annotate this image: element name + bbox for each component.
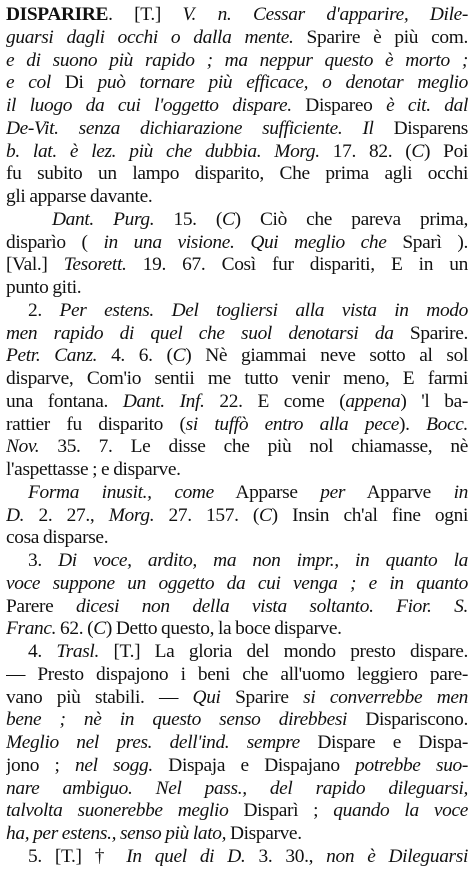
- dictionary-entry: [6, 4, 468, 869]
- text-line: [6, 550, 468, 573]
- italic-text: C: [93, 618, 106, 640]
- text-line: [6, 846, 468, 869]
- text-run: Dispareo: [291, 95, 387, 116]
- text-run: Sparire: [220, 686, 304, 708]
- text-line: [6, 436, 468, 459]
- text-line: [6, 254, 468, 277]
- text-run: rattier fu disparito (: [6, 413, 186, 435]
- text-line: [6, 573, 468, 596]
- italic-text: V. n. Cessar d'apparire, Dile-: [182, 4, 468, 25]
- text-run: vano più stabili. —: [6, 686, 193, 708]
- text-run: ) Detto questo, la boce disparve.: [105, 618, 342, 640]
- headword: DISPARIRE: [6, 4, 109, 25]
- text-run: 27. 157. (: [154, 504, 260, 526]
- text-run: ) Ciò che pareva prima,: [234, 208, 468, 230]
- text-run: Dispariscono.: [347, 709, 468, 731]
- text-run: 4.: [28, 641, 57, 662]
- text-run: 2. 27.,: [24, 504, 109, 526]
- text-line: [6, 163, 468, 186]
- italic-text: può tornare più efficace, o denotar meglio: [97, 72, 468, 94]
- text-run: [T.] La gloria del mondo presto dispare.: [98, 641, 468, 662]
- italic-text: C: [172, 345, 186, 367]
- text-run: jono ;: [6, 754, 76, 776]
- text-run: cosa disparse.: [6, 527, 109, 549]
- text-run: disparve, Com'io sentii me tutto venir meno, E farmi: [6, 368, 468, 389]
- text-run: Disparì ;: [228, 800, 334, 822]
- text-run: Disparve.: [226, 823, 302, 844]
- text-run: fu subito un lampo disparito, Che prima agli occhi: [6, 163, 468, 185]
- italic-text: dicesi non della vista soltanto. Fior. S.: [76, 595, 468, 617]
- italic-text: b. lat. è lez. più che dubbia. Morg.: [6, 140, 320, 162]
- italic-text: voce suppone un oggetto da cui venga ; e in quanto: [6, 572, 468, 594]
- italic-text: bene ; nè in questo senso direbbesi: [6, 709, 348, 731]
- text-line: [6, 209, 468, 232]
- italic-text: potrebbe suo-: [355, 754, 468, 776]
- text-run: Disparens: [373, 117, 468, 139]
- italic-text: In quel di D.: [126, 845, 246, 867]
- text-line: [6, 459, 468, 482]
- italic-text: Tesorett.: [63, 254, 127, 276]
- italic-text: in: [453, 481, 468, 503]
- text-run: 3. 30.,: [245, 845, 327, 867]
- text-run: 4. 6. (: [97, 345, 173, 367]
- text-line: [6, 186, 468, 209]
- text-line: [6, 72, 468, 95]
- text-line: [6, 323, 468, 346]
- italic-text: è cit. dal: [386, 95, 468, 116]
- text-line: [6, 823, 468, 846]
- italic-text: Di voce, ardito, ma non impr., in quanto la: [58, 550, 468, 571]
- italic-text: Morg.: [108, 504, 155, 526]
- text-run: disparìo (: [6, 231, 104, 253]
- text-line: [6, 391, 468, 414]
- text-line: [6, 141, 468, 164]
- italic-text: Qui: [192, 686, 221, 708]
- text-run: 35. 7. Le disse che più nol chiamasse, nè: [39, 436, 468, 458]
- italic-text: C: [222, 208, 235, 230]
- italic-text: quando la voce: [333, 800, 468, 822]
- text-line: [6, 95, 468, 118]
- text-run: ).: [399, 413, 427, 435]
- italic-text: nare ambiguo. Nel pass., del rapido dileguarsi,: [6, 777, 468, 799]
- text-run: 15. (: [154, 208, 223, 230]
- text-line: [6, 527, 468, 550]
- italic-text: in una visione. Qui meglio che: [103, 231, 387, 253]
- italic-text: Trasl.: [56, 641, 99, 662]
- text-run: ) Nè giammai neve sotto al sol: [185, 345, 468, 367]
- text-run: 22. E come (: [204, 390, 346, 412]
- text-line: [6, 778, 468, 801]
- text-line: [6, 50, 468, 73]
- text-line: [6, 505, 468, 528]
- italic-text: il luogo da cui l'oggetto dispare.: [6, 95, 292, 116]
- text-run: l'aspettasse ; e disparve.: [6, 459, 181, 480]
- italic-text: talvolta suonerebbe meglio: [6, 800, 229, 822]
- text-run: [Val.]: [6, 254, 64, 276]
- text-line: [6, 732, 468, 755]
- italic-text: Petr. Canz.: [6, 345, 98, 367]
- text-line: [6, 368, 468, 391]
- text-line: [6, 596, 468, 619]
- italic-text: si tuffò entro alla pece: [185, 413, 400, 435]
- text-line: [6, 345, 468, 368]
- text-run: . [T.]: [108, 4, 183, 25]
- text-run: ) Poi: [424, 140, 468, 162]
- text-line: [6, 4, 468, 27]
- italic-text: Forma inusit., come: [28, 481, 214, 503]
- text-run: 17. 82. (: [319, 140, 412, 162]
- text-run: Sparire.: [393, 322, 468, 344]
- italic-text: nel sogg.: [75, 754, 153, 776]
- text-run: — Presto dispajono i beni che all'uomo leggiero pare-: [6, 663, 468, 685]
- italic-text: Meglio nel pres. dell'ind. sempre: [6, 732, 300, 753]
- text-run: ) 'l ba-: [400, 390, 468, 412]
- text-run: Dispaja e Dispajano: [152, 754, 356, 776]
- text-line: [6, 755, 468, 778]
- italic-text: si converrebbe men: [303, 686, 468, 708]
- text-line: [6, 414, 468, 437]
- text-run: gli apparse davante.: [6, 186, 153, 207]
- italic-text: e col: [6, 72, 65, 94]
- text-line: [6, 27, 468, 50]
- text-run: 3.: [28, 550, 59, 571]
- text-line: [6, 618, 468, 641]
- text-run: punto giti.: [6, 277, 82, 298]
- text-run: 2.: [28, 299, 60, 321]
- italic-text: non è Dileguarsi: [326, 845, 468, 867]
- text-line: [6, 277, 468, 300]
- italic-text: Franc.: [6, 618, 57, 640]
- text-run: 62. (: [56, 618, 94, 640]
- italic-text: C: [259, 504, 272, 526]
- text-run: Di: [64, 72, 98, 94]
- italic-text: Nov.: [6, 436, 40, 458]
- italic-text: appena: [345, 390, 401, 412]
- italic-text: ha, per estens., senso più lato,: [6, 823, 227, 844]
- text-run: Apparve: [345, 481, 454, 503]
- text-run: Sparì ).: [386, 231, 468, 253]
- text-run: ) Insin ch'al fine ogni: [271, 504, 468, 526]
- italic-text: D.: [6, 504, 25, 526]
- text-line: [6, 641, 468, 664]
- italic-text: Dant. Inf.: [122, 390, 205, 412]
- text-line: [6, 687, 468, 710]
- text-line: [6, 482, 468, 505]
- italic-text: e di suono più rapido ; ma neppur questo è morto ;: [6, 49, 468, 71]
- text-line: [6, 664, 468, 687]
- italic-text: Per estens. Del togliersi alla vista in modo: [59, 299, 468, 321]
- italic-text: De-Vit. senza dichiarazione sufficiente. Il: [6, 117, 374, 139]
- text-run: una fontana.: [6, 390, 123, 412]
- text-run: Dispare e Dispa-: [299, 732, 468, 753]
- italic-text: guarsi dagli occhi o dalla mente.: [6, 26, 294, 48]
- italic-text: Bocc.: [426, 413, 468, 435]
- text-line: [6, 709, 468, 732]
- text-run: 19. 67. Così fur dispariti, E in un: [126, 254, 468, 276]
- italic-text: men rapido di quel che suol denotarsi da: [6, 322, 394, 344]
- italic-text: per: [320, 481, 346, 503]
- italic-text: Dant. Purg.: [52, 208, 155, 230]
- text-run: Sparire è più com.: [293, 26, 468, 48]
- text-line: [6, 232, 468, 255]
- italic-text: C: [411, 140, 425, 162]
- text-line: [6, 118, 468, 141]
- text-line: [6, 300, 468, 323]
- text-run: 5. [T.] †: [28, 845, 127, 867]
- text-run: Parere: [6, 595, 76, 617]
- text-run: Apparse: [213, 481, 321, 503]
- text-line: [6, 800, 468, 823]
